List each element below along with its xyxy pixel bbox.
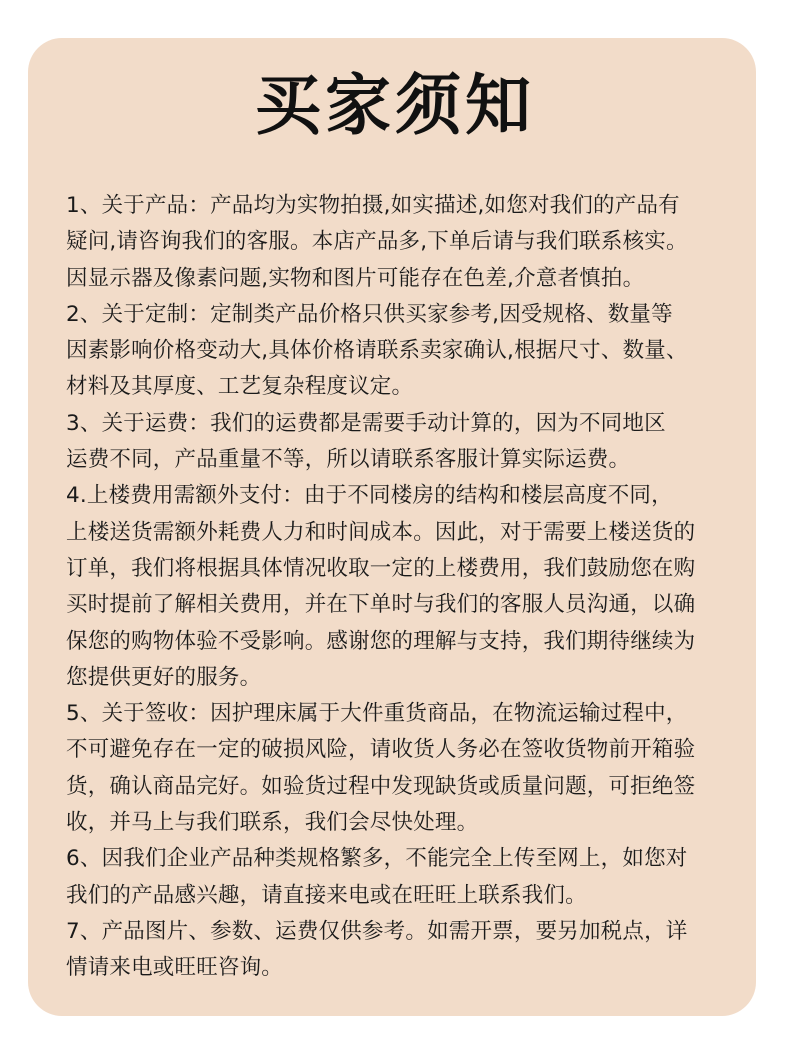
notice-line: 6、因我们企业产品种类规格繁多，不能完全上传至网上，如您对 [66, 846, 688, 872]
notice-line: 1、关于产品：产品均为实物拍摄,如实描述,如您对我们的产品有 [66, 193, 680, 218]
notice-line: 不可避免存在一定的破损风险，请收货人务必在签收货物前开箱验 [66, 737, 696, 763]
notice-line: 3、关于运费：我们的运费都是需要手动计算的，因为不同地区 [66, 410, 666, 436]
notice-line: 运费不同，产品重量不等，所以请联系客服计算实际运费。 [66, 447, 631, 473]
notice-line: 因显示器及像素问题,实物和图片可能存在色差,介意者慎拍。 [66, 265, 645, 291]
notice-line: 2、关于定制：定制类产品价格只供买家参考,因受规格、数量等 [66, 301, 673, 327]
notice-line: 7、产品图片、参数、运费仅供参考。如需开票，要另加税点，详 [66, 918, 688, 944]
notice-title: 买家须知 [255, 67, 535, 144]
notice-body [66, 188, 736, 987]
notice-line: 情请来电或旺旺咨询。 [66, 955, 284, 981]
notice-line: 我们的产品感兴趣，请直接来电或在旺旺上联系我们。 [66, 882, 587, 908]
notice-line: 收，并马上与我们联系，我们会尽快处理。 [66, 810, 479, 836]
notice-line: 材料及其厚度、工艺复杂程度议定。 [66, 374, 414, 400]
notice-line: 5、关于签收：因护理床属于大件重货商品，在物流运输过程中， [66, 701, 688, 727]
notice-line: 4.上楼费用需额外支付：由于不同楼房的结构和楼层高度不同， [66, 483, 673, 509]
notice-line: 保您的购物体验不受影响。感谢您的理解与支持，我们期待继续为 [66, 628, 696, 654]
notice-line: 订单，我们将根据具体情况收取一定的上楼费用，我们鼓励您在购 [66, 555, 696, 581]
notice-line: 上楼送货需额外耗费人力和时间成本。因此，对于需要上楼送货的 [66, 519, 696, 545]
notice-line: 您提供更好的服务。 [66, 664, 262, 690]
notice-line: 因素影响价格变动大,具体价格请联系卖家确认,根据尺寸、数量、 [66, 338, 688, 364]
notice-line: 疑问,请咨询我们的客服。本店产品多,下单后请与我们联系核实。 [66, 229, 688, 255]
notice-line: 货，确认商品完好。如验货过程中发现缺货或质量问题，可拒绝签 [66, 773, 696, 799]
notice-line: 买时提前了解相关费用，并在下单时与我们的客服人员沟通，以确 [66, 592, 696, 618]
